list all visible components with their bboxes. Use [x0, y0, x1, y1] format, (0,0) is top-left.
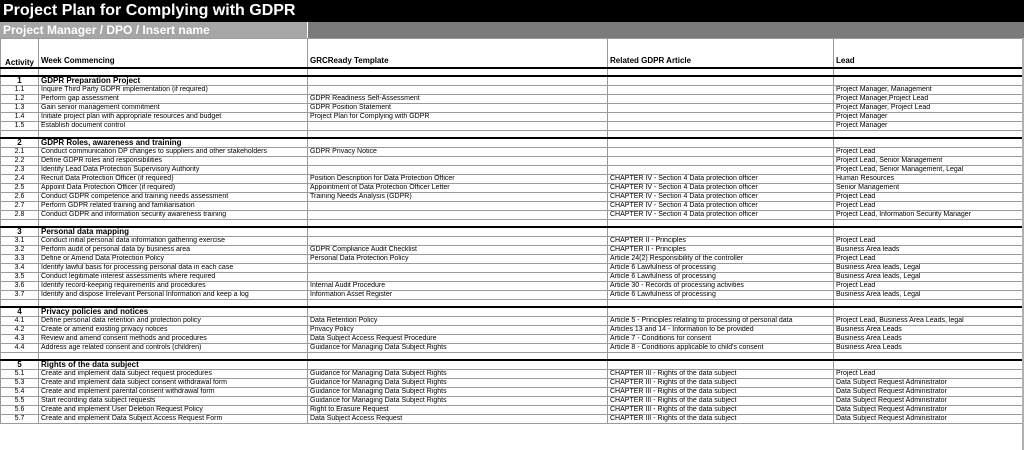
section-number[interactable]: 3 — [1, 227, 39, 237]
article-cell[interactable]: Article 6 Lawfulness of processing — [608, 264, 834, 273]
spacer-row — [1, 220, 1023, 228]
lead-cell[interactable]: Business Area leads, Legal — [834, 273, 1023, 282]
activity-id-cell[interactable]: 1.3 — [1, 104, 39, 113]
activity-cell[interactable]: Appoint Data Protection Officer (if required) — [39, 184, 308, 193]
activity-cell[interactable]: Create and implement data subject request procedures — [39, 370, 308, 379]
activity-id-cell[interactable]: 2.8 — [1, 211, 39, 220]
activity-cell[interactable]: Start recording data subject requests — [39, 397, 308, 406]
activity-cell[interactable]: Identify and dispose Irrelevant Personal Information and keep a log — [39, 291, 308, 300]
table-row — [1, 317, 1023, 326]
lead-cell[interactable]: Project Lead, Information Security Manager — [834, 211, 1023, 220]
spacer-cell[interactable] — [834, 300, 1023, 308]
lead-cell[interactable]: Project Lead — [834, 148, 1023, 157]
activity-id-cell[interactable]: 1.5 — [1, 122, 39, 131]
activity-id-cell[interactable]: 4.2 — [1, 326, 39, 335]
spacer-row — [1, 300, 1023, 308]
spacer-row — [1, 131, 1023, 139]
table-row — [1, 273, 1023, 282]
activity-id-cell[interactable]: 3.1 — [1, 237, 39, 246]
spacer-row — [1, 353, 1023, 361]
table-row — [1, 397, 1023, 406]
activity-id-cell[interactable]: 1.4 — [1, 113, 39, 122]
section-row — [1, 76, 1023, 86]
template-cell[interactable] — [308, 202, 608, 211]
lead-cell[interactable]: Project Lead, Senior Management — [834, 157, 1023, 166]
article-cell[interactable]: Article 30 - Records of processing activities — [608, 282, 834, 291]
article-cell[interactable] — [608, 122, 834, 131]
section-template-cell[interactable] — [308, 360, 608, 370]
section-article-cell[interactable] — [608, 138, 834, 148]
section-title[interactable]: GDPR Preparation Project — [39, 76, 308, 86]
table-row — [1, 237, 1023, 246]
template-cell[interactable]: GDPR Readiness Self-Assessment — [308, 95, 608, 104]
activity-column-header[interactable]: Activity — [1, 39, 39, 69]
activity-id-cell[interactable]: 5.7 — [1, 415, 39, 424]
lead-cell[interactable]: Project Lead — [834, 255, 1023, 264]
lead-cell[interactable]: Business Area leads, Legal — [834, 264, 1023, 273]
table-row — [1, 370, 1023, 379]
template-cell[interactable]: Guidance for Managing Data Subject Rights — [308, 370, 608, 379]
template-cell[interactable] — [308, 211, 608, 220]
lead-cell[interactable]: Project Lead — [834, 370, 1023, 379]
lead-cell[interactable]: Business Area Leads — [834, 344, 1023, 353]
table-row — [1, 104, 1023, 113]
spreadsheet-grid — [0, 38, 1024, 450]
table-row — [1, 406, 1023, 415]
section-number[interactable]: 5 — [1, 360, 39, 370]
activity-id-cell[interactable]: 3.2 — [1, 246, 39, 255]
table-row — [1, 86, 1023, 95]
section-article-cell[interactable] — [608, 227, 834, 237]
section-title[interactable]: Rights of the data subject — [39, 360, 308, 370]
lead-cell[interactable]: Project Lead, Senior Management, Legal — [834, 166, 1023, 175]
spacer-cell[interactable] — [608, 300, 834, 308]
article-cell[interactable]: CHAPTER II - Principles — [608, 246, 834, 255]
spacer-cell[interactable] — [308, 353, 608, 361]
activity-cell[interactable]: Address age related consent and controls (children) — [39, 344, 308, 353]
activity-cell[interactable]: Recruit Data Protection Officer (if required) — [39, 175, 308, 184]
activity-id-cell[interactable]: 1.1 — [1, 86, 39, 95]
template-cell[interactable]: Guidance for Managing Data Subject Rights — [308, 397, 608, 406]
activity-cell[interactable]: Conduct GDPR competence and training needs assessment — [39, 193, 308, 202]
article-cell[interactable]: Article 5 - Principles relating to processing of personal data — [608, 317, 834, 326]
lead-cell[interactable]: Human Resources — [834, 175, 1023, 184]
spacer-cell[interactable] — [308, 68, 608, 76]
section-lead-cell[interactable] — [834, 227, 1023, 237]
spacer-row — [1, 68, 1023, 76]
page-subtitle: Project Manager / DPO / Insert name — [0, 22, 307, 38]
activity-id-cell[interactable]: 2.7 — [1, 202, 39, 211]
template-cell[interactable]: Data Subject Access Request Procedure — [308, 335, 608, 344]
activity-id-cell[interactable]: 1.2 — [1, 95, 39, 104]
activity-id-cell[interactable]: 4.4 — [1, 344, 39, 353]
project-plan-table — [0, 38, 1023, 424]
template-cell[interactable]: Training Needs Analysis (GDPR) — [308, 193, 608, 202]
table-row — [1, 379, 1023, 388]
article-cell[interactable]: CHAPTER III - Rights of the data subject — [608, 397, 834, 406]
article-cell[interactable] — [608, 113, 834, 122]
template-cell[interactable]: Project Plan for Complying with GDPR — [308, 113, 608, 122]
article-cell[interactable]: Articles 13 and 14 - Information to be provided — [608, 326, 834, 335]
article-cell[interactable]: CHAPTER IV - Section 4 Data protection officer — [608, 193, 834, 202]
template-cell[interactable] — [308, 237, 608, 246]
article-cell[interactable]: Article 7 - Conditions for consent — [608, 335, 834, 344]
activity-id-cell[interactable]: 5.4 — [1, 388, 39, 397]
lead-cell[interactable]: Business Area Leads — [834, 326, 1023, 335]
activity-cell[interactable]: Conduct communication DP changes to suppliers and other stakeholders — [39, 148, 308, 157]
section-row — [1, 138, 1023, 148]
table-row — [1, 211, 1023, 220]
template-cell[interactable]: GDPR Compliance Audit Checklist — [308, 246, 608, 255]
table-row — [1, 113, 1023, 122]
template-cell[interactable]: GDPR Privacy Notice — [308, 148, 608, 157]
template-cell[interactable] — [308, 122, 608, 131]
spacer-cell[interactable] — [39, 220, 308, 228]
section-lead-cell[interactable] — [834, 138, 1023, 148]
template-cell[interactable]: Right to Erasure Request — [308, 406, 608, 415]
template-cell[interactable]: Personal Data Protection Policy — [308, 255, 608, 264]
template-cell[interactable]: Data Retention Policy — [308, 317, 608, 326]
title-bar — [0, 0, 1024, 22]
article-cell[interactable] — [608, 86, 834, 95]
table-row — [1, 291, 1023, 300]
activity-cell[interactable]: Identify record-keeping requirements and procedures — [39, 282, 308, 291]
activity-cell[interactable]: Initiate project plan with appropriate resources and budget — [39, 113, 308, 122]
activity-cell[interactable]: Conduct GDPR and information security awareness training — [39, 211, 308, 220]
lead-cell[interactable]: Data Subject Request Administrator — [834, 388, 1023, 397]
lead-cell[interactable]: Project Lead — [834, 237, 1023, 246]
lead-cell[interactable]: Project Manager, Management — [834, 86, 1023, 95]
spacer-cell[interactable] — [39, 300, 308, 308]
activity-id-cell[interactable]: 2.2 — [1, 157, 39, 166]
activity-id-cell[interactable]: 4.1 — [1, 317, 39, 326]
article-column-header[interactable]: Related GDPR Article — [608, 39, 834, 69]
lead-cell[interactable]: Business Area leads, Legal — [834, 291, 1023, 300]
template-cell[interactable]: Internal Audit Procedure — [308, 282, 608, 291]
activity-id-cell[interactable]: 5.1 — [1, 370, 39, 379]
template-cell[interactable]: GDPR Position Statement — [308, 104, 608, 113]
section-template-cell[interactable] — [308, 76, 608, 86]
table-row — [1, 202, 1023, 211]
activity-cell[interactable]: Create and implement Data Subject Access Request Form — [39, 415, 308, 424]
article-cell[interactable]: CHAPTER IV - Section 4 Data protection officer — [608, 211, 834, 220]
template-cell[interactable]: Position Description for Data Protection Officer — [308, 175, 608, 184]
section-number[interactable]: 1 — [1, 76, 39, 86]
lead-cell[interactable]: Project Manager,Project Lead — [834, 95, 1023, 104]
section-article-cell[interactable] — [608, 307, 834, 317]
activity-cell[interactable]: Perform gap assessment — [39, 95, 308, 104]
activity-id-cell[interactable]: 2.1 — [1, 148, 39, 157]
lead-cell[interactable]: Project Manager, Project Lead — [834, 104, 1023, 113]
article-cell[interactable]: Article 24(2) Responsibility of the controller — [608, 255, 834, 264]
article-cell[interactable]: CHAPTER II - Principles — [608, 237, 834, 246]
lead-cell[interactable]: Project Manager — [834, 113, 1023, 122]
activity-cell[interactable]: Define personal data retention and protection policy — [39, 317, 308, 326]
section-row — [1, 307, 1023, 317]
lead-cell[interactable]: Business Area leads — [834, 246, 1023, 255]
activity-cell[interactable]: Review and amend consent methods and procedures — [39, 335, 308, 344]
spacer-cell[interactable] — [1, 220, 39, 228]
spacer-cell[interactable] — [834, 68, 1023, 76]
table-row — [1, 175, 1023, 184]
activity-cell[interactable]: Conduct initial personal data information gathering exercise — [39, 237, 308, 246]
spacer-cell[interactable] — [308, 300, 608, 308]
lead-cell[interactable]: Data Subject Request Administrator — [834, 379, 1023, 388]
table-row — [1, 193, 1023, 202]
section-lead-cell[interactable] — [834, 307, 1023, 317]
table-row — [1, 282, 1023, 291]
article-cell[interactable] — [608, 166, 834, 175]
template-cell[interactable]: Data Subject Access Request — [308, 415, 608, 424]
lead-cell[interactable]: Project Lead — [834, 202, 1023, 211]
spacer-cell[interactable] — [608, 68, 834, 76]
template-cell[interactable] — [308, 166, 608, 175]
spacer-cell[interactable] — [608, 131, 834, 139]
article-cell[interactable]: Article 6 Lawfulness of processing — [608, 291, 834, 300]
spacer-cell[interactable] — [1, 131, 39, 139]
activity-cell[interactable]: Create or amend existing privacy notices — [39, 326, 308, 335]
lead-cell[interactable]: Data Subject Request Administrator — [834, 397, 1023, 406]
table-row — [1, 326, 1023, 335]
spacer-cell[interactable] — [1, 353, 39, 361]
section-number[interactable]: 2 — [1, 138, 39, 148]
table-row — [1, 264, 1023, 273]
lead-cell[interactable]: Business Area Leads — [834, 335, 1023, 344]
template-cell[interactable] — [308, 86, 608, 95]
article-cell[interactable]: CHAPTER IV - Section 4 Data protection officer — [608, 202, 834, 211]
article-cell[interactable]: CHAPTER IV - Section 4 Data protection officer — [608, 184, 834, 193]
table-row — [1, 157, 1023, 166]
lead-cell[interactable]: Project Lead, Business Area Leads, legal — [834, 317, 1023, 326]
spacer-cell[interactable] — [308, 131, 608, 139]
activity-id-cell[interactable]: 3.4 — [1, 264, 39, 273]
activity-cell[interactable]: Identify Lead Data Protection Supervisory Authority — [39, 166, 308, 175]
lead-cell[interactable]: Data Subject Request Administrator — [834, 406, 1023, 415]
template-cell[interactable]: Privacy Policy — [308, 326, 608, 335]
activity-id-cell[interactable]: 3.3 — [1, 255, 39, 264]
article-cell[interactable]: Article 6 Lawfulness of processing — [608, 273, 834, 282]
activity-cell[interactable]: Perform GDPR related training and familiarisation — [39, 202, 308, 211]
activity-cell[interactable]: Gain senior management commitment — [39, 104, 308, 113]
lead-cell[interactable]: Project Manager — [834, 122, 1023, 131]
table-row — [1, 166, 1023, 175]
lead-cell[interactable]: Project Lead — [834, 193, 1023, 202]
lead-cell[interactable]: Senior Management — [834, 184, 1023, 193]
activity-id-cell[interactable]: 2.5 — [1, 184, 39, 193]
template-cell[interactable] — [308, 273, 608, 282]
section-row — [1, 227, 1023, 237]
lead-column-header[interactable]: Lead — [834, 39, 1023, 69]
activity-id-cell[interactable]: 5.5 — [1, 397, 39, 406]
section-article-cell[interactable] — [608, 76, 834, 86]
activity-cell[interactable]: Create and implement data subject consent withdrawal form — [39, 379, 308, 388]
template-cell[interactable]: Appointment of Data Protection Officer Letter — [308, 184, 608, 193]
spacer-cell[interactable] — [308, 220, 608, 228]
page-title: Project Plan for Complying with GDPR — [3, 2, 296, 19]
activity-cell[interactable]: Create and implement parental consent withdrawal form — [39, 388, 308, 397]
spacer-cell[interactable] — [1, 300, 39, 308]
section-title[interactable]: Personal data mapping — [39, 227, 308, 237]
section-template-cell[interactable] — [308, 138, 608, 148]
section-row — [1, 360, 1023, 370]
activity-id-cell[interactable]: 3.5 — [1, 273, 39, 282]
article-cell[interactable]: CHAPTER III - Rights of the data subject — [608, 388, 834, 397]
spacer-cell[interactable] — [834, 131, 1023, 139]
section-title[interactable]: Privacy policies and notices — [39, 307, 308, 317]
spacer-cell[interactable] — [608, 220, 834, 228]
table-row — [1, 388, 1023, 397]
spacer-cell[interactable] — [39, 353, 308, 361]
activity-cell[interactable]: Inquire Third Party GDPR implementation (if required) — [39, 86, 308, 95]
lead-cell[interactable]: Project Lead — [834, 282, 1023, 291]
article-cell[interactable] — [608, 95, 834, 104]
template-cell[interactable] — [308, 264, 608, 273]
activity-id-cell[interactable]: 3.7 — [1, 291, 39, 300]
subtitle-divider — [307, 22, 308, 38]
activity-cell[interactable]: Establish document control — [39, 122, 308, 131]
article-cell[interactable]: CHAPTER III - Rights of the data subject — [608, 406, 834, 415]
table-row — [1, 344, 1023, 353]
lead-cell[interactable]: Data Subject Request Administrator — [834, 415, 1023, 424]
header-row — [1, 39, 1023, 69]
activity-id-cell[interactable]: 3.6 — [1, 282, 39, 291]
subtitle-bar — [0, 22, 1024, 38]
template-column-header[interactable]: GRCReady Template — [308, 39, 608, 69]
section-template-cell[interactable] — [308, 227, 608, 237]
spacer-cell[interactable] — [834, 353, 1023, 361]
article-cell[interactable]: CHAPTER III - Rights of the data subject — [608, 379, 834, 388]
table-row — [1, 415, 1023, 424]
spacer-cell[interactable] — [834, 220, 1023, 228]
week-column-header[interactable]: Week Commencing — [39, 39, 308, 69]
template-cell[interactable]: Guidance for Managing Data Subject Rights — [308, 388, 608, 397]
activity-id-cell[interactable]: 5.6 — [1, 406, 39, 415]
article-cell[interactable]: CHAPTER III - Rights of the data subject — [608, 370, 834, 379]
activity-id-cell[interactable]: 2.3 — [1, 166, 39, 175]
activity-cell[interactable]: Conduct legitimate interest assessments where required — [39, 273, 308, 282]
article-cell[interactable]: Article 8 - Conditions applicable to child's consent — [608, 344, 834, 353]
activity-cell[interactable]: Perform audit of personal data by business area — [39, 246, 308, 255]
activity-cell[interactable]: Create and implement User Deletion Request Policy — [39, 406, 308, 415]
section-template-cell[interactable] — [308, 307, 608, 317]
table-row — [1, 255, 1023, 264]
template-cell[interactable]: Guidance for Managing Data Subject Rights — [308, 344, 608, 353]
section-title[interactable]: GDPR Roles, awareness and training — [39, 138, 308, 148]
table-row — [1, 335, 1023, 344]
activity-id-cell[interactable]: 4.3 — [1, 335, 39, 344]
table-row — [1, 148, 1023, 157]
activity-cell[interactable]: Identify lawful basis for processing personal data in each case — [39, 264, 308, 273]
section-number[interactable]: 4 — [1, 307, 39, 317]
table-row — [1, 184, 1023, 193]
activity-cell[interactable]: Define or Amend Data Protection Policy — [39, 255, 308, 264]
template-cell[interactable]: Information Asset Register — [308, 291, 608, 300]
activity-id-cell[interactable]: 2.6 — [1, 193, 39, 202]
article-cell[interactable] — [608, 104, 834, 113]
spacer-cell[interactable] — [39, 68, 308, 76]
template-cell[interactable]: Guidance for Managing Data Subject Rights — [308, 379, 608, 388]
article-cell[interactable]: CHAPTER IV - Section 4 Data protection officer — [608, 175, 834, 184]
spacer-cell[interactable] — [608, 353, 834, 361]
spacer-cell[interactable] — [39, 131, 308, 139]
article-cell[interactable] — [608, 157, 834, 166]
spacer-cell[interactable] — [1, 68, 39, 76]
table-row — [1, 122, 1023, 131]
activity-cell[interactable]: Define GDPR roles and responsibilities — [39, 157, 308, 166]
article-cell[interactable] — [608, 148, 834, 157]
table-row — [1, 246, 1023, 255]
section-lead-cell[interactable] — [834, 360, 1023, 370]
section-lead-cell[interactable] — [834, 76, 1023, 86]
table-row — [1, 95, 1023, 104]
activity-id-cell[interactable]: 2.4 — [1, 175, 39, 184]
template-cell[interactable] — [308, 157, 608, 166]
article-cell[interactable]: CHAPTER III - Rights of the data subject — [608, 415, 834, 424]
activity-id-cell[interactable]: 5.3 — [1, 379, 39, 388]
section-article-cell[interactable] — [608, 360, 834, 370]
